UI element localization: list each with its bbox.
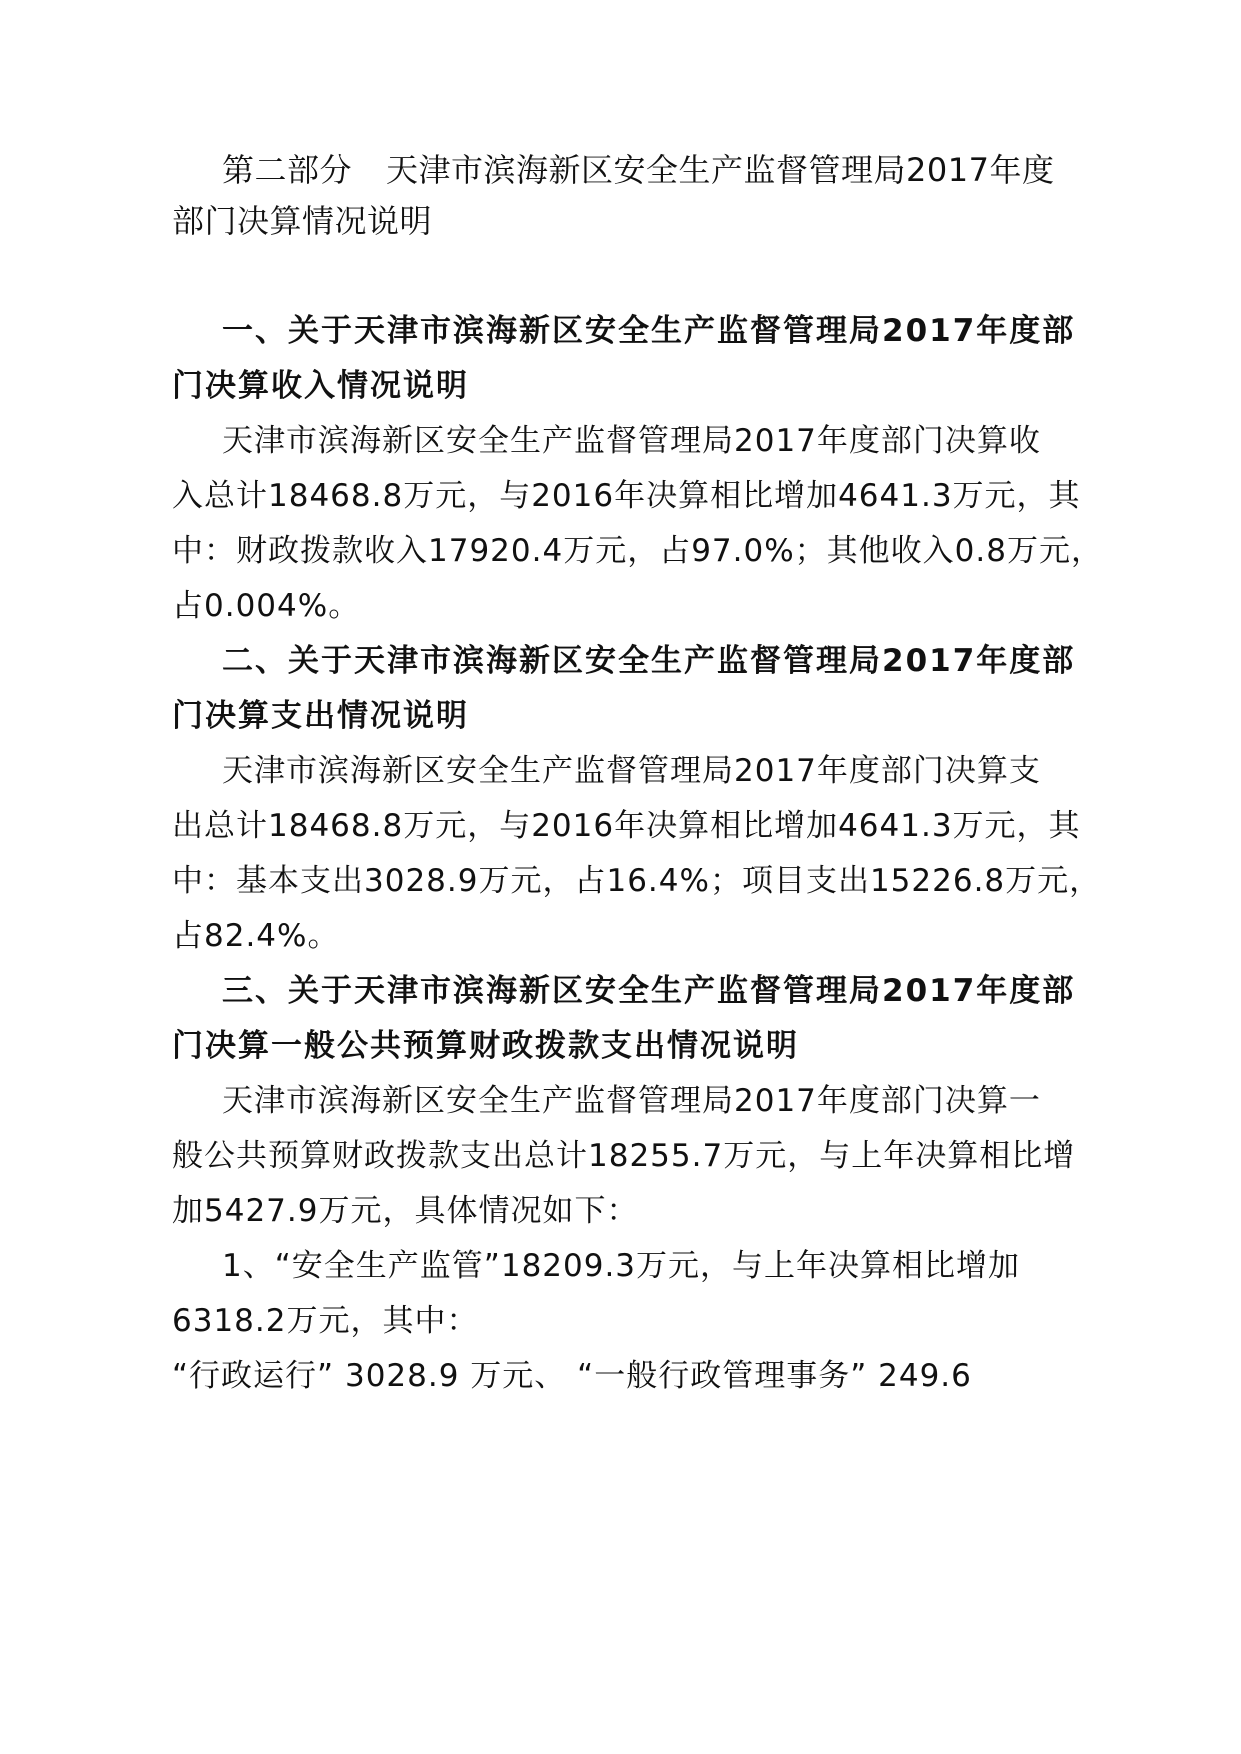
title-line-1: 天津市滨海新区安全生产监督管理局2017年度 [386,151,1055,189]
section-2-body-line-1: 天津市滨海新区安全生产监督管理局2017年度部门决算支 [222,753,1041,789]
section-1-heading-line-1: 一、关于天津市滨海新区安全生产监督管理局2017年度部 [222,313,1076,349]
section-1-body-line-3: 中：财政拨款收入17920.4万元，占97.0%；其他收入0.8万元， [172,533,1103,569]
section-3-heading-line-1: 三、关于天津市滨海新区安全生产监督管理局2017年度部 [222,973,1076,1009]
section-1-body-line-1: 天津市滨海新区安全生产监督管理局2017年度部门决算收 [222,423,1041,459]
section-3-body-line-1: 天津市滨海新区安全生产监督管理局2017年度部门决算一 [222,1083,1041,1119]
section-3-body-line-2: 般公共预算财政拨款支出总计18255.7万元，与上年决算相比增 [172,1138,1076,1174]
document-title [222,150,1054,190]
section-2-body-line-3: 中：基本支出3028.9万元，占16.4%；项目支出15226.8万元， [172,863,1102,899]
title-line-2: 部门决算情况说明 [172,202,433,240]
section-2-heading-line-2: 门决算支出情况说明 [172,698,469,734]
section-3-body-line-3: 加5427.9万元，具体情况如下： [172,1193,639,1229]
section-1-heading-line-2: 门决算收入情况说明 [172,368,469,404]
section-3-item-1-line-3: “行政运行” 3028.9 万元、 “一般行政管理事务” 249.6 [172,1358,972,1394]
section-1-body-line-4: 占0.004%。 [172,588,361,624]
section-2-body-line-2: 出总计18468.8万元，与2016年决算相比增加4641.3万元，其 [172,808,1081,844]
title-part-label: 第二部分 [222,151,353,189]
section-3-item-1-line-2: 6318.2万元，其中： [172,1303,479,1339]
section-1-body-line-2: 入总计18468.8万元，与2016年决算相比增加4641.3万元，其 [172,478,1081,514]
section-3-item-1-line-1: 1、“安全生产监管”18209.3万元，与上年决算相比增加 [222,1248,1021,1284]
section-2-body-line-4: 占82.4%。 [172,918,340,954]
section-2-heading-line-1: 二、关于天津市滨海新区安全生产监督管理局2017年度部 [222,643,1076,679]
section-3-heading-line-2: 门决算一般公共预算财政拨款支出情况说明 [172,1028,799,1064]
